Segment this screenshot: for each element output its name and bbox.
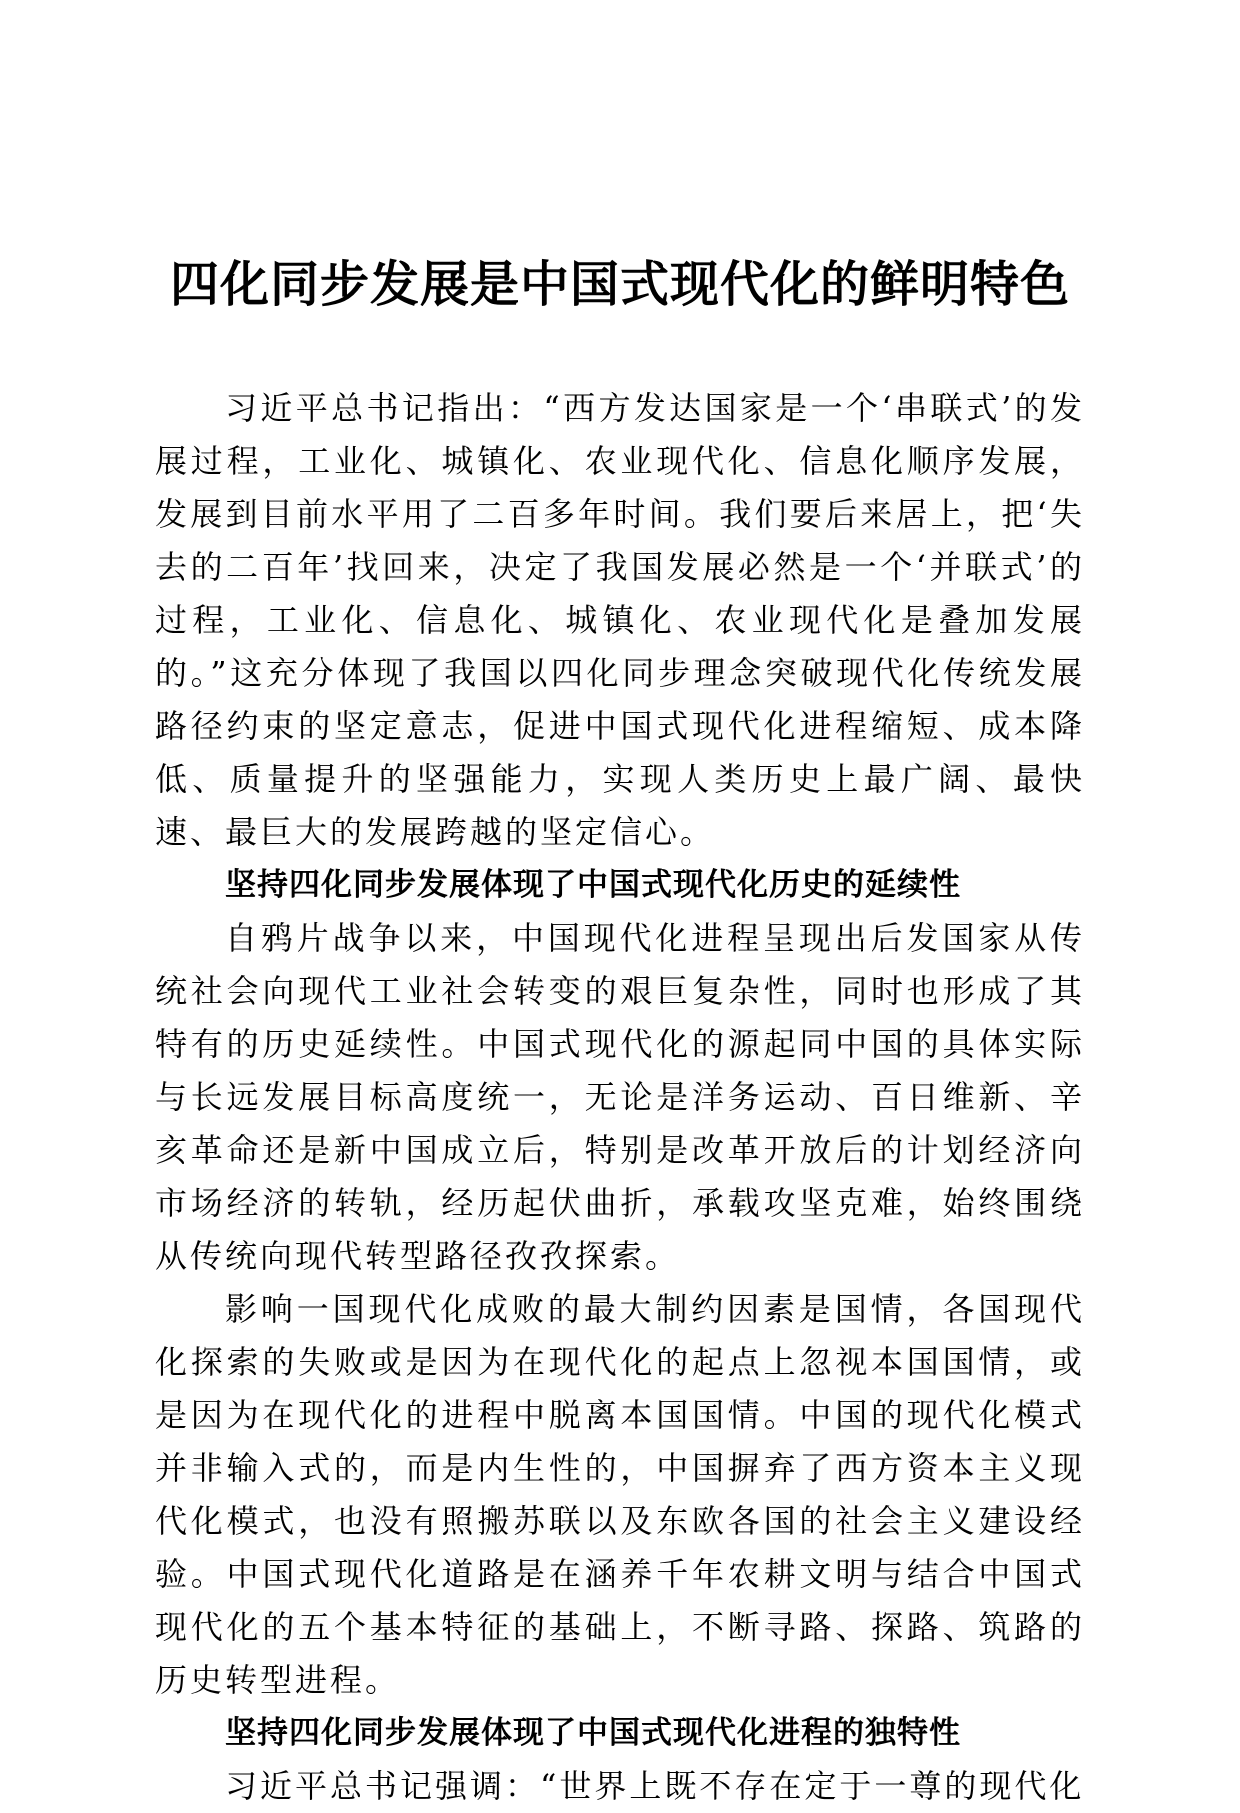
section-heading-continuity: 坚持四化同步发展体现了中国式现代化历史的延续性 xyxy=(225,867,961,903)
intro-paragraph: 习近平总书记指出：“西方发达国家是一个‘串联式’的发展过程，工业化、城镇化、农业现代化、信息化顺序发展，发展到目前水平用了二百多年时间。我们要后来居上，把‘失去的二百年’找回来，决定了我国发展必然是一个‘并联式’的过程，工业化、信息化、城镇化、农业现代化是叠加发展的。”这充分体现了我国以四化同步理念突破现代化传统发展路径约束的坚定意志，促进中国式现代化进程缩短、成本降低、质量提升的坚强能力，实现人类历史上最广阔、最快速、最巨大的发展跨越的坚定信心。 xyxy=(155,389,1085,851)
section1-paragraph-2: 影响一国现代化成败的最大制约因素是国情，各国现代化探索的失败或是因为在现代化的起点上忽视本国国情，或是因为在现代化的进程中脱离本国国情。中国的现代化模式并非输入式的，而是内生性的，中国摒弃了西方资本主义现代化模式，也没有照搬苏联以及东欧各国的社会主义建设经验。中国式现代化道路是在涵养千年农耕文明与结合中国式现代化的五个基本特征的基础上，不断寻路、探路、筑路的历史转型进程。 xyxy=(155,1290,1085,1699)
section-heading-uniqueness: 坚持四化同步发展体现了中国式现代化进程的独特性 xyxy=(225,1715,961,1751)
document-title: 四化同步发展是中国式现代化的鲜明特色 xyxy=(169,256,1070,313)
section1-paragraph-1: 自鸦片战争以来，中国现代化进程呈现出后发国家从传统社会向现代工业社会转变的艰巨复杂性，同时也形成了其特有的历史延续性。中国式现代化的源起同中国的具体实际与长远发展目标高度统一，无论是洋务运动、百日维新、辛亥革命还是新中国成立后，特别是改革开放后的计划经济向市场经济的转轨，经历起伏曲折，承载攻坚克难，始终围绕从传统向现代转型路径孜孜探索。 xyxy=(155,919,1085,1275)
section2-paragraph-1: 习近平总书记强调：“世界上既不存在定于一尊的现代化 xyxy=(225,1767,1085,1805)
document-body xyxy=(155,382,1085,1813)
